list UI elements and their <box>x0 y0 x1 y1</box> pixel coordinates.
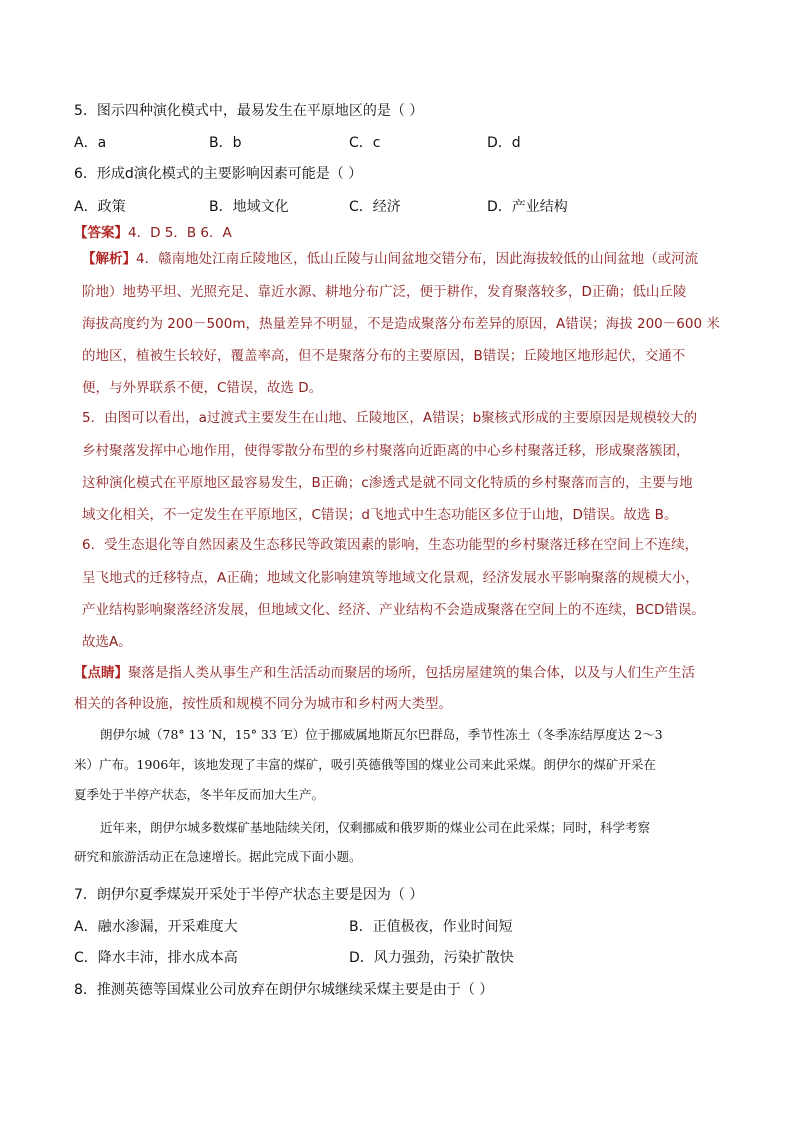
question-5-options <box>74 133 724 153</box>
analysis-line: 呈飞地式的迁移特点，A正确；地域文化影响建筑等地域文化景观，经济发展水平影响聚落的规模大小， <box>82 570 699 586</box>
analysis-line: 5．由图可以看出，a过渡式主要发生在山地、丘陵地区，A错误；b聚核式形成的主要原因是规模较大的 <box>82 410 698 426</box>
analysis-line: 故选A。 <box>82 634 132 650</box>
q6-option-b[interactable]: B．地域文化 <box>209 199 289 215</box>
comment-line: 相关的各种设施，按性质和规模不同分为城市和乡村两大类型。 <box>74 696 452 712</box>
comment-tag: 【点睛】 <box>74 665 128 681</box>
answer-tag: 【答案】 <box>74 225 128 241</box>
analysis-line: 域文化相关，不一定发生在平原地区，C错误；d飞地式中生态功能区多位于山地，D错误。故选 B。 <box>82 507 678 523</box>
question-8-stem: 8．推测英德等国煤业公司放弃在朗伊尔城继续采煤主要是由于（ ） <box>74 982 494 998</box>
analysis-line: 便，与外界联系不便，C错误，故选 D。 <box>82 380 323 396</box>
analysis-tag: 【解析】 <box>82 251 136 267</box>
q6-option-a[interactable]: A．政策 <box>74 199 126 215</box>
analysis-line: 阶地）地势平坦、光照充足、靠近水源、耕地分布广泛，便于耕作，发育聚落较多，D正确；低山丘陵 <box>82 284 687 300</box>
comment-line: 【点睛】聚落是指人类从事生产和生活活动而聚居的场所，包括房屋建筑的集合体，以及与人们生产生活 <box>74 665 695 681</box>
question-6-stem: 6．形成d演化模式的主要影响因素可能是（ ） <box>74 166 363 182</box>
material-block <box>74 725 724 875</box>
analysis-line: 乡村聚落发挥中心地作用，使得零散分布型的乡村聚落向近距离的中心乡村聚落迁移，形成聚落簇团， <box>82 443 690 459</box>
answer-text: 4．D 5．B 6．A <box>128 225 232 241</box>
q6-option-d[interactable]: D．产业结构 <box>487 199 568 215</box>
analysis-line: 海拔高度约为 200－500m，热量差异不明显，不是造成聚落分布差异的原因，A错误；海拔 200－600 米 <box>82 316 720 332</box>
question-6-options <box>74 197 724 217</box>
material-line: 近年来，朗伊尔城多数煤矿基地陆续关闭，仅剩挪威和俄罗斯的煤业公司在此采煤；同时，科学考察 <box>100 820 651 835</box>
q7-option-b[interactable]: B．正值极夜，作业时间短 <box>349 919 513 935</box>
answer-line <box>74 223 724 243</box>
q5-option-b[interactable]: B．b <box>209 135 242 151</box>
q5-option-c[interactable]: C．c <box>349 135 381 151</box>
material-line: 朗伊尔城（78° 13 ′N，15° 33 ′E）位于挪威属地斯瓦尔巴群岛，季节性冻土（冬季冻结厚度达 2～3 <box>100 727 663 742</box>
analysis-line: 的地区，植被生长较好，覆盖率高，但不是聚落分布的主要原因，B错误；丘陵地区地形起伏，交通不 <box>82 348 686 364</box>
question-7-stem: 7．朗伊尔夏季煤炭开采处于半停产状态主要是因为（ ） <box>74 887 424 903</box>
q7-option-a[interactable]: A．融水渗漏，开采难度大 <box>74 919 238 935</box>
analysis-line: 6．受生态退化等自然因素及生态移民等政策因素的影响，生态功能型的乡村聚落迁移在空间上不连续， <box>82 537 699 553</box>
material-line: 米）广布。1906年，该地发现了丰富的煤矿，吸引英德俄等国的煤业公司来此采煤。朗伊尔的煤矿开采在 <box>74 757 656 772</box>
q5-option-a[interactable]: A．a <box>74 135 107 151</box>
question-5-stem: 5．图示四种演化模式中，最易发生在平原地区的是（ ） <box>74 103 424 119</box>
analysis-line: 产业结构影响聚落经济发展，但地域文化、经济、产业结构不会造成聚落在空间上的不连续，BCD错误。 <box>82 602 705 618</box>
analysis-block <box>82 249 727 662</box>
material-line: 研究和旅游活动正在急速增长。据此完成下面小题。 <box>74 849 362 864</box>
q6-option-c[interactable]: C．经济 <box>349 199 401 215</box>
question-7-options-row-1 <box>74 917 724 937</box>
q5-option-d[interactable]: D．d <box>487 135 521 151</box>
question-7-options-row-2 <box>74 948 724 968</box>
q7-option-c[interactable]: C．降水丰沛，排水成本高 <box>74 950 238 966</box>
analysis-line: 【解析】4．赣南地处江南丘陵地区，低山丘陵与山间盆地交错分布，因此海拔较低的山间盆地（或河流 <box>82 251 699 267</box>
q7-option-d[interactable]: D．风力强劲，污染扩散快 <box>349 950 514 966</box>
analysis-line: 这种演化模式在平原地区最容易发生，B正确；c渗透式是就不同文化特质的乡村聚落而言的，主要与地 <box>82 475 693 491</box>
comment-block <box>74 663 724 720</box>
material-line: 夏季处于半停产状态，冬半年反而加大生产。 <box>74 787 325 802</box>
